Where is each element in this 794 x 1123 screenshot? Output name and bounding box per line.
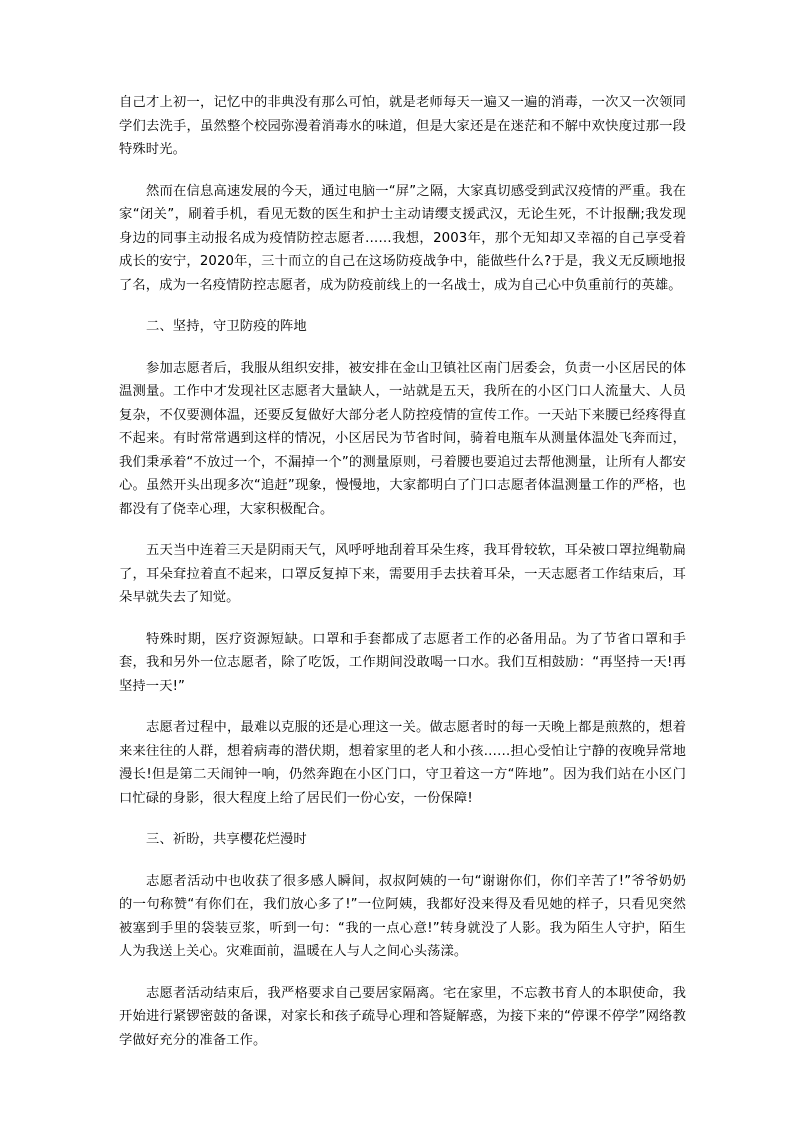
paragraph: 志愿者活动结束后，我严格要求自己要居家隔离。宅在家里，不忘教书育人的本职使命，我开始进行紧锣密鼓的备课，对家长和孩子疏导心理和答疑解惑，为接下来的“停课不停学”网络教学做好充分的准备工作。 <box>119 985 686 1048</box>
paragraph: 志愿者活动中也收获了很多感人瞬间，叔叔阿姨的一句“谢谢你们，你们辛苦了!”爷爷奶奶的一句称赞“有你们在，我们放心多了!”一位阿姨，我都好没来得及看见她的样子，只看见突然被塞到手里的袋装豆浆，听到一句：“我的一点心意!”转身就没了人影。我为陌生人守护，陌生人为我送上关心。灾难面前，温暖在人与人之间心头荡漾。 <box>119 873 686 959</box>
section-heading: 二、坚持，守卫防疫的阵地 <box>146 319 307 334</box>
paragraph: 特殊时期，医疗资源短缺。口罩和手套都成了志愿者工作的必备用品。为了节省口罩和手套，我和另外一位志愿者，除了吃饭，工作期间没敢喝一口水。我们互相鼓励：“再坚持一天!再坚持一天!” <box>119 631 686 694</box>
paragraph: 参加志愿者后，我服从组织安排，被安排在金山卫镇社区南门居委会，负责一小区居民的体温测量。工作中才发现社区志愿者大量缺人，一站就是五天，我所在的小区门口人流量大、人员复杂，不仅要测体温，还要反复做好大部分老人防控疫情的宣传工作。一天站下来腰已经疼得直不起来。有时常常遇到这样的情况，小区居民为节省时间，骑着电瓶车从测量体温处飞奔而过，我们秉承着“不放过一个，不漏掉一个”的测量原则，弓着腰也要追过去帮他测量，让所有人都安心。虽然开头出现多次“追赶”现象，慢慢地，大家都明白了门口志愿者体温测量工作的严格，也都没有了侥幸心理，大家积极配合。 <box>119 360 686 517</box>
paragraph: 志愿者过程中，最难以克服的还是心理这一关。做志愿者时的每一天晚上都是煎熬的，想着来来往往的人群，想着病毒的潜伏期，想着家里的老人和小孩……担心受怕让宁静的夜晚异常地漫长!但是第二天闹钟一响，仍然奔跑在小区门口，守卫着这一方“阵地”。因为我们站在小区门口忙碌的身影，很大程度上给了居民们一份心安，一份保障! <box>119 720 686 806</box>
paragraph: 然而在信息高速发展的今天，通过电脑一“屏”之隔，大家真切感受到武汉疫情的严重。我在家“闭关”，刷着手机，看见无数的医生和护士主动请缨支援武汉，无论生死，不计报酬;我发现身边的同事主动报名成为疫情防控志愿者……我想，2003年，那个无知却又幸福的自己享受着成长的安宁，2020年，三十而立的自己在这场防疫战争中，能做些什么?于是，我义无反顾地报了名，成为一名疫情防控志愿者，成为防疫前线上的一名战士，成为自己心中负重前行的英雄。 <box>119 183 686 293</box>
section-heading: 三、祈盼，共享樱花烂漫时 <box>146 832 307 847</box>
document-body <box>119 91 686 1070</box>
paragraph: 自己才上初一，记忆中的非典没有那么可怕，就是老师每天一遍又一遍的消毒，一次又一次领同学们去洗手，虽然整个校园弥漫着消毒水的味道，但是大家还是在迷茫和不解中欢快度过那一段特殊时光。 <box>119 95 686 157</box>
paragraph: 五天当中连着三天是阴雨天气，风呼呼地刮着耳朵生疼，我耳骨较软，耳朵被口罩拉绳勒扁了，耳朵耷拉着直不起来，口罩反复掉下来，需要用手去扶着耳朵，一天志愿者工作结束后，耳朵早就失去了知觉。 <box>119 543 686 605</box>
